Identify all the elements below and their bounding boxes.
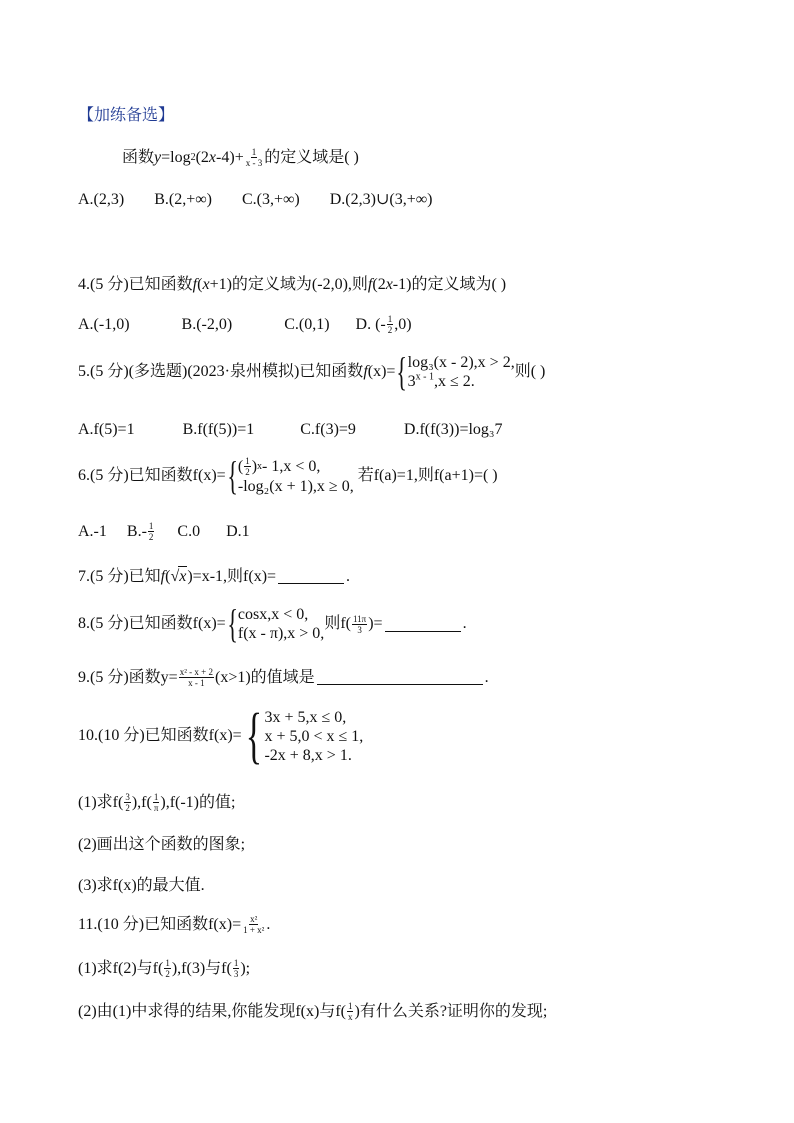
q11-fraction xyxy=(242,914,265,935)
q8-text-a: 8.(5 分)已知函数 xyxy=(78,615,193,632)
q8-case-1: cosx,x < 0, xyxy=(237,606,309,623)
q7-sqrt xyxy=(170,566,187,587)
q11-fx: f(x)= xyxy=(208,915,242,933)
q8-frac-num: 11π xyxy=(352,613,367,624)
q9-answer-blank[interactable] xyxy=(317,670,483,685)
intro-eq: =log xyxy=(161,148,191,166)
intro-arg-open: (2 xyxy=(195,148,209,166)
q7-f: f xyxy=(160,567,166,585)
q8-fx: f(x)= xyxy=(192,615,226,632)
q4-option-d-prefix: D. (- xyxy=(355,315,386,333)
q4-option-b: B.(-2,0) xyxy=(181,315,233,333)
q9-end: . xyxy=(484,668,489,686)
q5-option-c: C.f(3)=9 xyxy=(300,421,356,438)
q8-f: f( xyxy=(340,615,351,632)
intro-option-a: A.(2,3) xyxy=(78,191,125,208)
q11-sub1-frac1 xyxy=(164,958,171,979)
q8-end: . xyxy=(462,615,467,632)
q6-fa1: f(a+1)=( ) xyxy=(433,467,498,484)
q6-case-1-fraction xyxy=(244,456,251,477)
q10-case-1: 3x + 5,x ≤ 0, xyxy=(264,708,347,726)
q6-option-b-fraction xyxy=(148,521,155,542)
q11-frac-den: 1 + x² xyxy=(243,925,265,935)
q5-case-2 xyxy=(408,372,515,391)
sqrt-icon: √ xyxy=(170,568,180,585)
q6-option-c: C.0 xyxy=(177,522,201,540)
q6-case-2: -log₂(x + 1),x ≥ 0, xyxy=(237,478,354,495)
q8-answer-blank[interactable] xyxy=(385,617,461,632)
question-5 xyxy=(78,350,545,394)
q5-option-d: D.f(f(3))=log₃7 xyxy=(403,421,503,438)
q6-option-b-den: 2 xyxy=(148,532,154,542)
q11-sub2-frac xyxy=(347,1001,354,1022)
q6-case-1-rest: - 1,x < 0, xyxy=(262,458,321,475)
q4-f1: f xyxy=(192,276,198,293)
question-9 xyxy=(78,667,489,688)
q8-fraction xyxy=(352,614,367,635)
question-7: 7.(5 分)已知 f ( √ x )=x-1,则 f(x)= . xyxy=(78,567,351,585)
q8-text-c: )= xyxy=(368,615,383,632)
q4-p2: (2 xyxy=(372,276,386,293)
q7-answer-blank[interactable] xyxy=(278,569,344,584)
q10-case-3: -2x + 8,x > 1. xyxy=(264,746,352,764)
q4-option-d xyxy=(356,314,412,335)
q5-case-2-rest: ,x ≤ 2. xyxy=(434,373,475,390)
q11-sub1-c: f( xyxy=(152,959,164,977)
q5-case-2-base: 3 xyxy=(407,373,416,390)
q9-fraction xyxy=(179,667,214,688)
q11-sub1-d1: 2 xyxy=(165,969,170,979)
q9-text-b: (x>1)的值域是 xyxy=(214,668,315,686)
q11-sub1-d: ),f(3)与 xyxy=(171,959,222,977)
q6-fa: f(a)=1,则 xyxy=(373,467,434,484)
q5-brace: { xyxy=(396,349,408,394)
intro-option-c: C.(3,+∞) xyxy=(241,191,300,208)
q7-text-a: 7.(5 分)已知 xyxy=(78,567,161,585)
q5-option-b: B.f(f(5))=1 xyxy=(182,421,255,438)
q4-option-a: A.(-1,0) xyxy=(78,315,130,333)
q4-option-c: C.(0,1) xyxy=(284,315,330,333)
q8-frac-den: 3 xyxy=(357,624,362,635)
q4-text-a: 4.(5 分)已知函数 xyxy=(78,276,193,293)
q11-sub1-frac2 xyxy=(233,958,240,979)
q10-cases xyxy=(264,708,363,765)
q7-sqrt-arg: x xyxy=(179,568,187,585)
q8-brace: { xyxy=(227,601,238,646)
q8-cases xyxy=(238,605,324,643)
q9-text-a: 9.(5 分)函数 xyxy=(78,668,161,686)
intro-fraction xyxy=(245,147,264,168)
q4-x2: x xyxy=(385,276,393,293)
q5-f: f xyxy=(363,363,368,380)
q10-sub-2: (2)画出这个函数的图象; xyxy=(78,836,246,853)
q5-fx-arg: (x)= xyxy=(367,363,396,380)
intro-frac-num: 1 xyxy=(251,147,257,157)
intro-prefix: 函数 xyxy=(122,148,155,166)
q11-sub2-d: x xyxy=(347,1012,353,1022)
q5-text-b: 则( ) xyxy=(514,363,546,380)
q4-f2: f xyxy=(367,276,373,293)
q5-case-1: log₃(x - 2),x > 2, xyxy=(407,354,515,371)
q10-sub1-frac1 xyxy=(124,792,131,813)
q10-sub1-d1: 2 xyxy=(125,803,130,813)
question-11 xyxy=(78,914,270,935)
q10-brace: { xyxy=(245,702,262,770)
q9-y: y= xyxy=(160,668,178,686)
q10-sub1-end: ),f(-1)的值; xyxy=(160,793,236,811)
q11-sub1-a: (1)求 xyxy=(78,959,113,977)
intro-arg-close: -4)+ xyxy=(216,148,244,166)
q6-option-a: A.-1 xyxy=(78,522,107,540)
q5-option-a: A.f(5)=1 xyxy=(78,421,135,438)
q4-p1: ( xyxy=(197,276,203,293)
q6-option-b-num: 1 xyxy=(148,521,154,531)
intro-suffix: 的定义域是( ) xyxy=(264,148,359,166)
q10-sub1-n1: 3 xyxy=(125,792,130,802)
q4-text-b: +1)的定义域为(-2,0),则 xyxy=(209,276,368,293)
q10-sub3-a: (3)求 xyxy=(78,877,113,894)
q4-options xyxy=(78,314,412,335)
q7-fx: f(x)= xyxy=(243,567,277,585)
q6-case-1-num: 1 xyxy=(245,456,250,466)
q10-sub1-a: (1)求 xyxy=(78,793,113,811)
q6-option-d: D.1 xyxy=(226,522,250,540)
q4-option-d-num: 1 xyxy=(387,314,393,324)
q4-option-d-fraction xyxy=(387,314,394,335)
q6-brace: { xyxy=(227,453,238,498)
q10-fx: f(x)= xyxy=(208,727,242,744)
q5-case-2-exp: x - 1 xyxy=(415,371,434,383)
q4-option-d-den: 2 xyxy=(387,325,393,335)
q6-case-1: ( $\frac{1}{2}$ ) x - 1,x < 0, xyxy=(237,456,321,477)
q11-sub2-c: f( xyxy=(335,1002,346,1020)
q11-sub1-n1: 1 xyxy=(165,958,170,968)
intro-frac-den: x - 3 xyxy=(245,158,263,168)
q8-case-2: f(x - π),x > 0, xyxy=(237,625,325,642)
q11-sub1-e: f( xyxy=(221,959,232,977)
intro-x: x xyxy=(208,148,217,166)
q7-text-b: )=x-1,则 xyxy=(187,567,244,585)
q6-cases xyxy=(238,456,354,496)
q11-sub2-end: )有什么关系?证明你的发现; xyxy=(354,1002,548,1020)
q11-sub-1 xyxy=(78,958,250,979)
q6-text-a: 6.(5 分)已知函数 xyxy=(78,467,193,484)
q11-sub1-b: f(2)与 xyxy=(112,959,153,977)
q4-x1: x xyxy=(202,276,210,293)
q10-sub-3 xyxy=(78,876,205,896)
q6-option-b-prefix: B.- xyxy=(126,522,147,540)
q11-frac-num: x² xyxy=(250,914,258,924)
intro-option-b: B.(2,+∞) xyxy=(154,191,212,208)
question-8 xyxy=(78,602,467,646)
intro-options xyxy=(78,190,462,210)
q5-options xyxy=(78,420,533,440)
q10-sub3-b: f(x)的最大值. xyxy=(112,877,205,894)
q11-text-a: 11.(10 分)已知函数 xyxy=(78,915,209,933)
q11-sub2-a: (2)由(1)中求得的结果,你能发现 xyxy=(78,1002,296,1020)
q11-sub2-n: 1 xyxy=(347,1001,353,1011)
q10-sub1-frac2 xyxy=(153,792,160,813)
q4-option-d-suffix: ,0) xyxy=(394,315,412,333)
q6-fx: f(x)= xyxy=(192,467,226,484)
q7-end: . xyxy=(346,567,351,585)
q10-text-a: 10.(10 分)已知函数 xyxy=(78,727,209,744)
q10-sub1-n2: 1 xyxy=(153,792,159,802)
question-4 xyxy=(78,275,506,295)
intro-y: y xyxy=(154,148,162,166)
q11-sub1-n2: 1 xyxy=(233,958,239,968)
q10-case-2: x + 5,0 < x ≤ 1, xyxy=(264,727,364,745)
question-6 xyxy=(78,452,498,500)
q11-sub1-d2: 3 xyxy=(233,969,239,979)
question-10 xyxy=(78,702,364,770)
q5-text-a: 5.(5 分)(多选题)(2023·泉州模拟)已知函数 xyxy=(78,363,364,380)
q6-option-b xyxy=(127,521,156,542)
intro-option-d: D.(2,3)∪(3,+∞) xyxy=(329,191,433,208)
q6-case-1-den: 2 xyxy=(245,467,250,477)
q11-sub2-b: f(x)与 xyxy=(295,1002,336,1020)
q9-frac-num: x² - x + 2 xyxy=(179,667,213,677)
section-heading: 【加练备选】 xyxy=(78,107,175,124)
q10-sub1-d2: π xyxy=(153,803,159,813)
q11-end: . xyxy=(266,915,271,933)
q6-text-b: 若 xyxy=(357,467,374,484)
q8-text-b: 则 xyxy=(324,615,341,632)
q10-sub-1 xyxy=(78,792,235,813)
q11-sub1-end: ); xyxy=(240,959,251,977)
q9-frac-den: x - 1 xyxy=(188,678,205,688)
q4-text-c: -1)的定义域为( ) xyxy=(392,276,507,293)
q6-options xyxy=(78,521,280,542)
q10-sub1-f2: ),f( xyxy=(131,793,152,811)
intro-question: 函数 y =log 2 (2 x -4)+ $\frac{1}{x - 3}$ 的定义域是( ) xyxy=(122,147,359,168)
q5-cases xyxy=(408,353,515,391)
q11-sub-2 xyxy=(78,1001,547,1022)
q10-sub1-f1: f( xyxy=(112,793,124,811)
